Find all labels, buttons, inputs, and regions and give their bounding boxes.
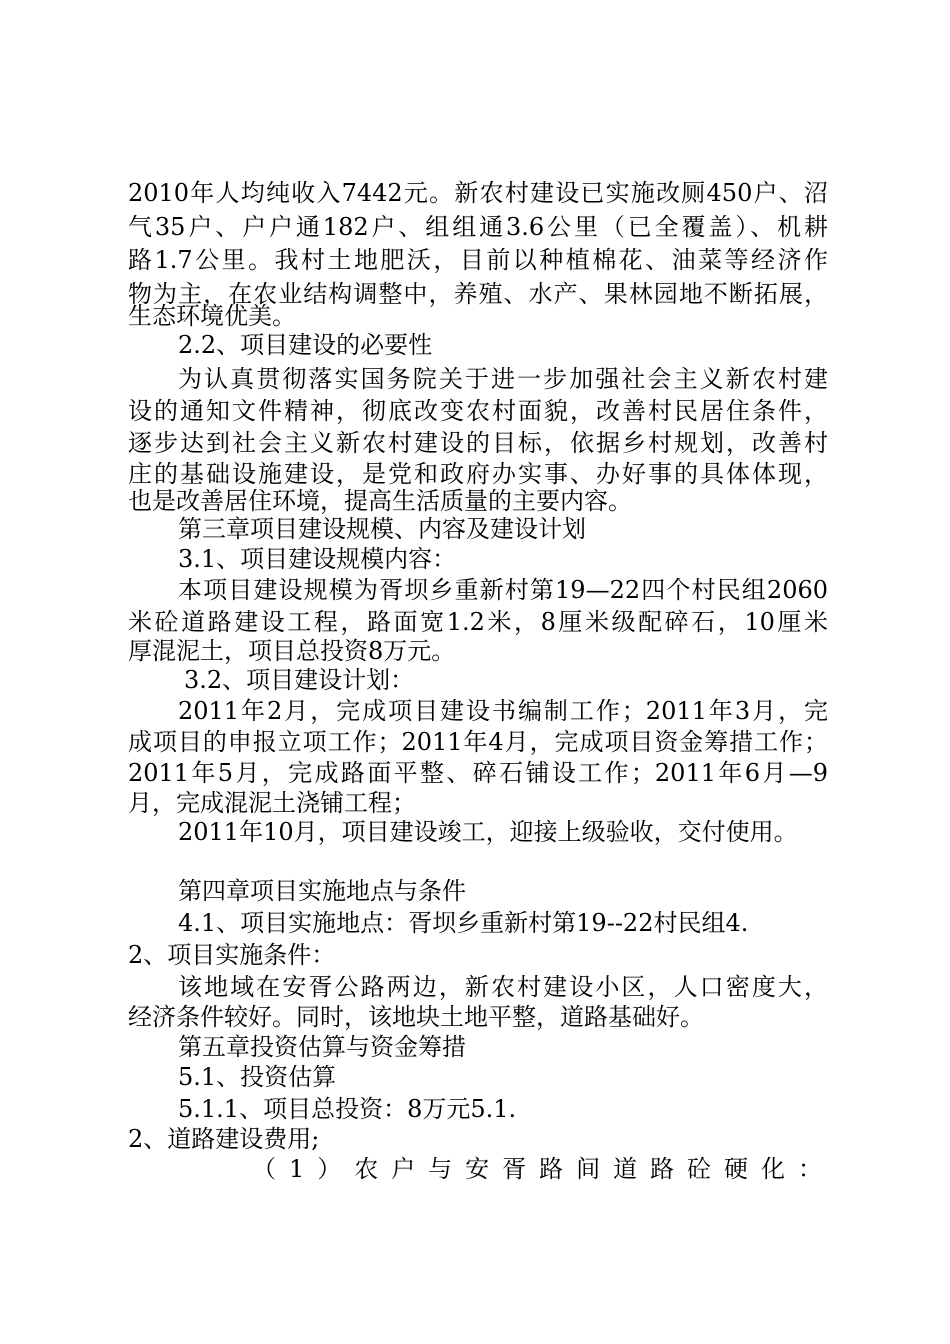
paragraph-line: 逐步达到社会主义新农村建设的目标，依据乡村规划，改善村 bbox=[128, 429, 828, 457]
paragraph-line: 也是改善居住环境，提高生活质量的主要内容。 bbox=[128, 487, 632, 515]
paragraph-line: 经济条件较好。同时，该地块土地平整，道路基础好。 bbox=[128, 1003, 704, 1031]
paragraph-line: 2011年2月，完成项目建设书编制工作；2011年3月，完 bbox=[178, 697, 828, 725]
paragraph-line: 该地域在安胥公路两边，新农村建设小区，人口密度大， bbox=[178, 973, 828, 1001]
section-heading: 5.1.1、项目总投资：8万元5.1. bbox=[178, 1095, 517, 1123]
paragraph-line: 2011年10月，项目建设竣工，迎接上级验收，交付使用。 bbox=[178, 818, 798, 846]
section-heading: 3.1、项目建设规模内容： bbox=[178, 545, 457, 573]
paragraph-line: 物为主，在农业结构调整中，养殖、水产、果林园地不断拓展， bbox=[128, 280, 828, 308]
section-heading: 2、道路建设费用; bbox=[128, 1125, 320, 1153]
paragraph-line: 成项目的申报立项工作；2011年4月，完成项目资金筹措工作； bbox=[128, 728, 828, 756]
section-heading: 4.1、项目实施地点：胥坝乡重新村第19--22村民组4. bbox=[178, 909, 749, 937]
paragraph-line: 2010年人均纯收入7442元。新农村建设已实施改厕450户、沼 bbox=[128, 179, 828, 207]
section-heading: 5.1、投资估算 bbox=[178, 1063, 337, 1091]
paragraph-line: 为认真贯彻落实国务院关于进一步加强社会主义新农村建 bbox=[178, 365, 828, 393]
section-heading: 2.2、项目建设的必要性 bbox=[178, 331, 433, 359]
paragraph-line: 设的通知文件精神，彻底改变农村面貌，改善村民居住条件， bbox=[128, 397, 828, 425]
chapter-heading: 第五章投资估算与资金筹措 bbox=[178, 1033, 466, 1061]
paragraph-line: 庄的基础设施建设，是党和政府办实事、办好事的具体体现， bbox=[128, 460, 828, 488]
paragraph-line: 本项目建设规模为胥坝乡重新村第19—22四个村民组2060 bbox=[178, 576, 828, 604]
paragraph-line: 生态环境优美。 bbox=[128, 302, 296, 330]
chapter-heading: 第三章项目建设规模、内容及建设计划 bbox=[178, 515, 586, 543]
chapter-heading: 第四章项目实施地点与条件 bbox=[178, 877, 466, 905]
paragraph-line: 月，完成混泥土浇铺工程； bbox=[128, 789, 416, 817]
paragraph-line: 2011年5月，完成路面平整、碎石铺设工作；2011年6月—9 bbox=[128, 759, 828, 787]
paragraph-line: 气35户、户户通182户、组组通3.6公里（已全覆盖）、机耕 bbox=[128, 213, 828, 241]
paragraph-line: 厚混泥土，项目总投资8万元。 bbox=[128, 637, 456, 665]
section-heading: 3.2、项目建设计划： bbox=[184, 666, 415, 694]
paragraph-line: 米砼道路建设工程，路面宽1.2米，8厘米级配碎石，10厘米 bbox=[128, 608, 828, 636]
paragraph-line: 路1.7公里。我村土地肥沃，目前以种植棉花、油菜等经济作 bbox=[128, 246, 828, 274]
section-heading: 2、项目实施条件： bbox=[128, 941, 336, 969]
sub-item-heading: （1）农户与安胥路间道路砼硬化： bbox=[252, 1155, 822, 1183]
